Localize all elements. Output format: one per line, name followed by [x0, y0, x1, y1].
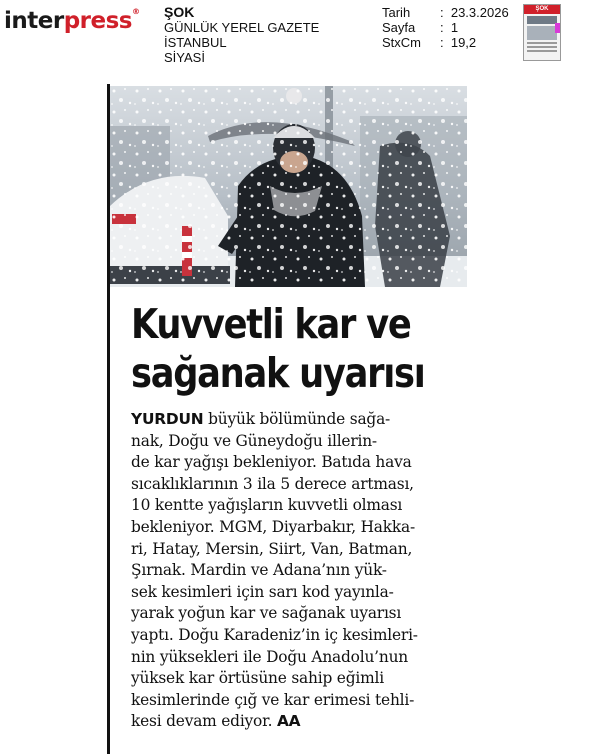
body-line: sek kesimleri için sarı kod yayınla- — [131, 582, 394, 601]
body-line: Şırnak. Mardin ve Adana’nın yük- — [131, 561, 387, 580]
body-line: kesimlerinde çığ ve kar erimesi tehli- — [131, 690, 415, 709]
meta-date: Tarih : 23.3.2026 — [382, 5, 509, 20]
publication-name: ŞOK — [164, 4, 195, 20]
publication-city: İSTANBUL — [164, 35, 227, 50]
body-line: nin yüksekleri ile Doğu Anadolu’nun — [131, 647, 408, 666]
article-headline: Kuvvetli kar ve sağanak uyarısı — [131, 300, 425, 397]
interpress-logo: interpress® — [4, 7, 140, 34]
publication-info — [164, 5, 319, 65]
body-line: yüksek kar örtüsüne sahip eğimli — [131, 669, 384, 688]
meta-page: Sayfa : 1 — [382, 20, 459, 35]
publication-section: SİYASİ — [164, 50, 205, 65]
body-line: de kar yağışı bekleniyor. Batıda hava — [131, 453, 412, 472]
clipping-meta — [382, 5, 509, 50]
body-line: ri, Hatay, Mersin, Siirt, Van, Batman, — [131, 539, 413, 558]
publication-type: GÜNLÜK YEREL GAZETE — [164, 20, 320, 35]
body-line: bekleniyor. MGM, Diyarbakır, Hakka- — [131, 517, 415, 536]
meta-stxcm: StxCm : 19,2 — [382, 35, 477, 50]
body-line: nak, Doğu ve Güneydoğu illerin- — [131, 431, 377, 450]
thumbnail-masthead: ŞOK — [524, 5, 560, 14]
article-body — [131, 409, 476, 733]
body-line: yarak yoğun kar ve sağanak uyarısı — [131, 604, 402, 623]
body-line: kesi devam ediyor. AA — [131, 712, 301, 731]
body-line: YURDUN büyük bölümünde sağa- — [131, 410, 391, 428]
body-line: 10 kentte yağışların kuvvetli olması — [131, 496, 403, 515]
article-photo — [110, 86, 467, 287]
page-thumbnail[interactable] — [523, 4, 561, 61]
lead-word: YURDUN — [131, 410, 204, 428]
source-credit: AA — [276, 712, 301, 731]
body-line: yaptı. Doğu Karadeniz’in iç kesimleri- — [131, 625, 418, 644]
body-line: sıcaklıklarının 3 ila 5 derece artması, — [131, 474, 414, 493]
